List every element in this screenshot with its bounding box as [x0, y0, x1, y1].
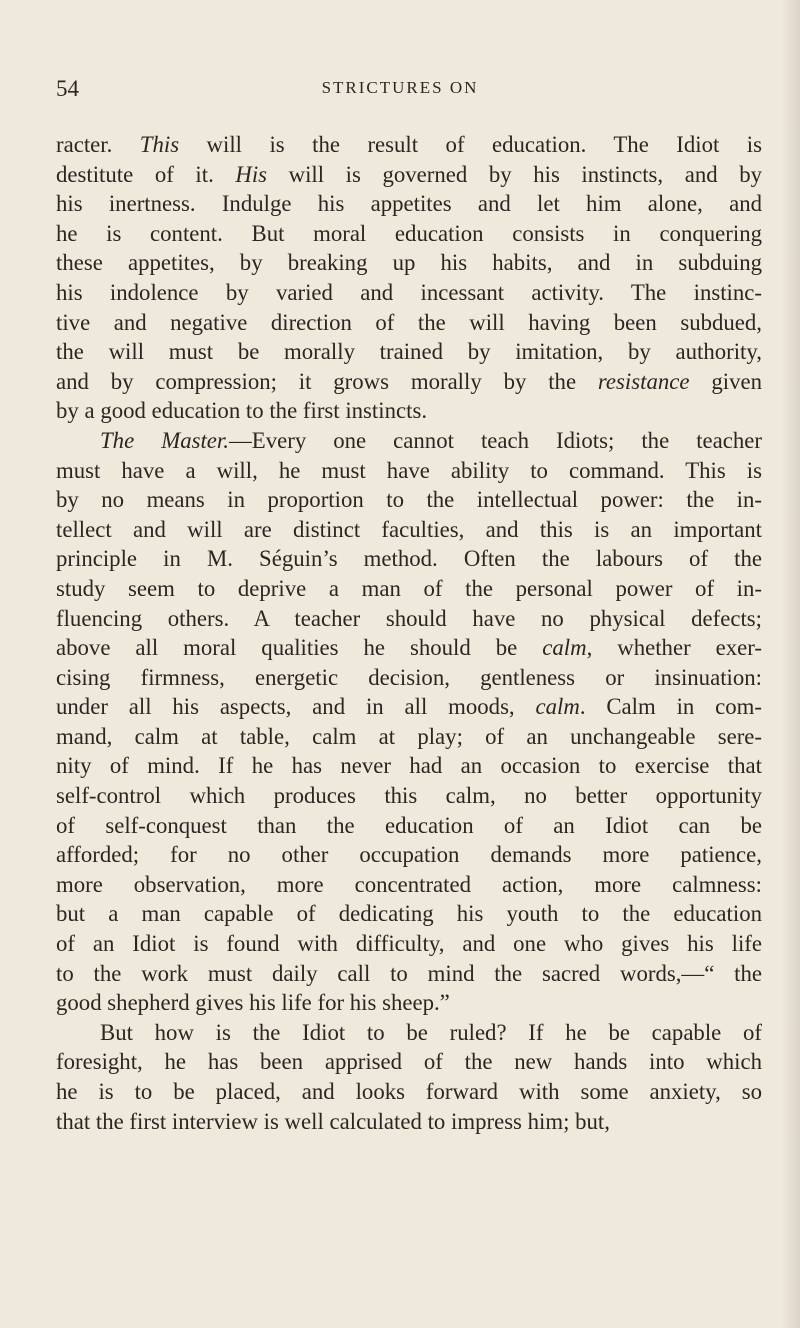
text-line [56, 574, 762, 604]
text-line [56, 396, 762, 426]
running-head: STRICTURES ON [321, 78, 479, 97]
scan-edge-shadow [782, 0, 800, 1328]
text-run: of an Idiot is found with difficulty, and one who gives his life [56, 931, 762, 957]
text-run: principle in M. Séguin’s method. Often the labours of the [56, 546, 762, 572]
text-line [56, 751, 762, 781]
text-run: . Calm in com- [579, 694, 762, 720]
text-run: calm [542, 635, 587, 661]
text-line [56, 515, 762, 545]
text-run: nity of mind. If he has never had an occasion to exercise that [56, 753, 762, 779]
text-run: of self-conquest than the education of an Idiot can be [56, 812, 762, 838]
page-header [56, 76, 744, 106]
text-run: he is content. But moral education consists in conquering [56, 220, 762, 246]
text-run: given [689, 368, 762, 394]
text-run: racter. [56, 132, 140, 157]
text-line [56, 1018, 762, 1048]
text-line [56, 248, 762, 278]
text-run: foresight, he has been apprised of the new hands into which [56, 1049, 762, 1075]
page-number: 54 [56, 76, 79, 101]
text-run: the will must be morally trained by imitation, by authority, [56, 339, 762, 365]
text-line [56, 337, 762, 367]
text-run: tellect and will are distinct faculties, and this is an important [56, 516, 762, 542]
text-line [56, 604, 762, 634]
text-line [56, 840, 762, 870]
text-run: will is the result of education. The Idiot is [179, 132, 762, 157]
text-line [56, 1047, 762, 1077]
text-run: afforded; for no other occupation demands more patience, [56, 842, 762, 868]
text-run: study seem to deprive a man of the personal power of in- [56, 575, 762, 601]
text-run: cising firmness, energetic decision, gentleness or insinuation: [56, 664, 762, 690]
text-run: above all moral qualities he should be [56, 635, 543, 661]
text-line [56, 781, 762, 811]
text-run: —Every one cannot teach Idiots; the teacher [228, 427, 763, 453]
text-line [56, 219, 762, 249]
text-run: The Master. [100, 427, 229, 453]
text-line [56, 160, 762, 190]
text-line [56, 959, 762, 989]
text-run: he is to be placed, and looks forward with some anxiety, so [56, 1079, 762, 1104]
text-run: This [139, 132, 180, 157]
text-line [56, 1077, 762, 1107]
text-run: calm [535, 694, 580, 720]
text-run: to the work must daily call to mind the sacred words,—“ the [56, 960, 762, 986]
text-line [56, 189, 762, 219]
text-line [56, 870, 762, 900]
text-run: by no means in proportion to the intellectual power: the in- [56, 487, 762, 513]
text-run: will is governed by his instincts, and by [267, 161, 762, 187]
body-text [56, 130, 762, 1136]
text-run: his inertness. Indulge his appetites and let him alone, and [56, 191, 762, 217]
text-line [56, 722, 762, 752]
text-line [56, 692, 762, 722]
text-run: but a man capable of dedicating his youth to the education [56, 901, 762, 927]
text-line [56, 988, 762, 1018]
text-run: these appetites, by breaking up his habits, and in subduing [56, 250, 762, 276]
text-line [56, 929, 762, 959]
text-run: fluencing others. A teacher should have no physical defects; [56, 605, 762, 631]
text-run: mand, calm at table, calm at play; of an unchangeable sere- [56, 723, 762, 749]
text-line [56, 426, 762, 456]
text-line [56, 663, 762, 693]
text-line [56, 1107, 762, 1137]
text-line [56, 456, 762, 486]
text-run: that the first interview is well calculated to impress him; but, [56, 1108, 610, 1134]
text-run: by a good education to the first instincts. [56, 398, 428, 424]
text-line [56, 633, 762, 663]
text-run: good shepherd gives his life for his sheep.” [56, 990, 450, 1016]
text-line [56, 485, 762, 515]
text-run: destitute of it. [56, 161, 236, 187]
text-line [56, 899, 762, 929]
text-run: under all his aspects, and in all moods, [56, 694, 536, 720]
text-run: tive and negative direction of the will having been subdued, [56, 309, 762, 335]
text-line [56, 308, 762, 338]
text-line [56, 367, 762, 397]
text-run: But how is the Idiot to be ruled? If he be capable of [100, 1019, 762, 1045]
text-run: His [235, 161, 268, 187]
text-line [56, 544, 762, 574]
text-run: and by compression; it grows morally by the [56, 368, 598, 394]
text-run: , whether exer- [586, 635, 762, 661]
text-line [56, 278, 762, 308]
text-run: self-control which produces this calm, no better opportunity [56, 783, 762, 809]
text-line [56, 130, 762, 160]
text-line [56, 811, 762, 841]
text-run: must have a will, he must have ability to command. This is [56, 457, 762, 483]
text-run: resistance [597, 368, 690, 394]
text-run: more observation, more concentrated action, more calmness: [56, 871, 762, 897]
text-run: his indolence by varied and incessant activity. The instinc- [56, 279, 762, 305]
